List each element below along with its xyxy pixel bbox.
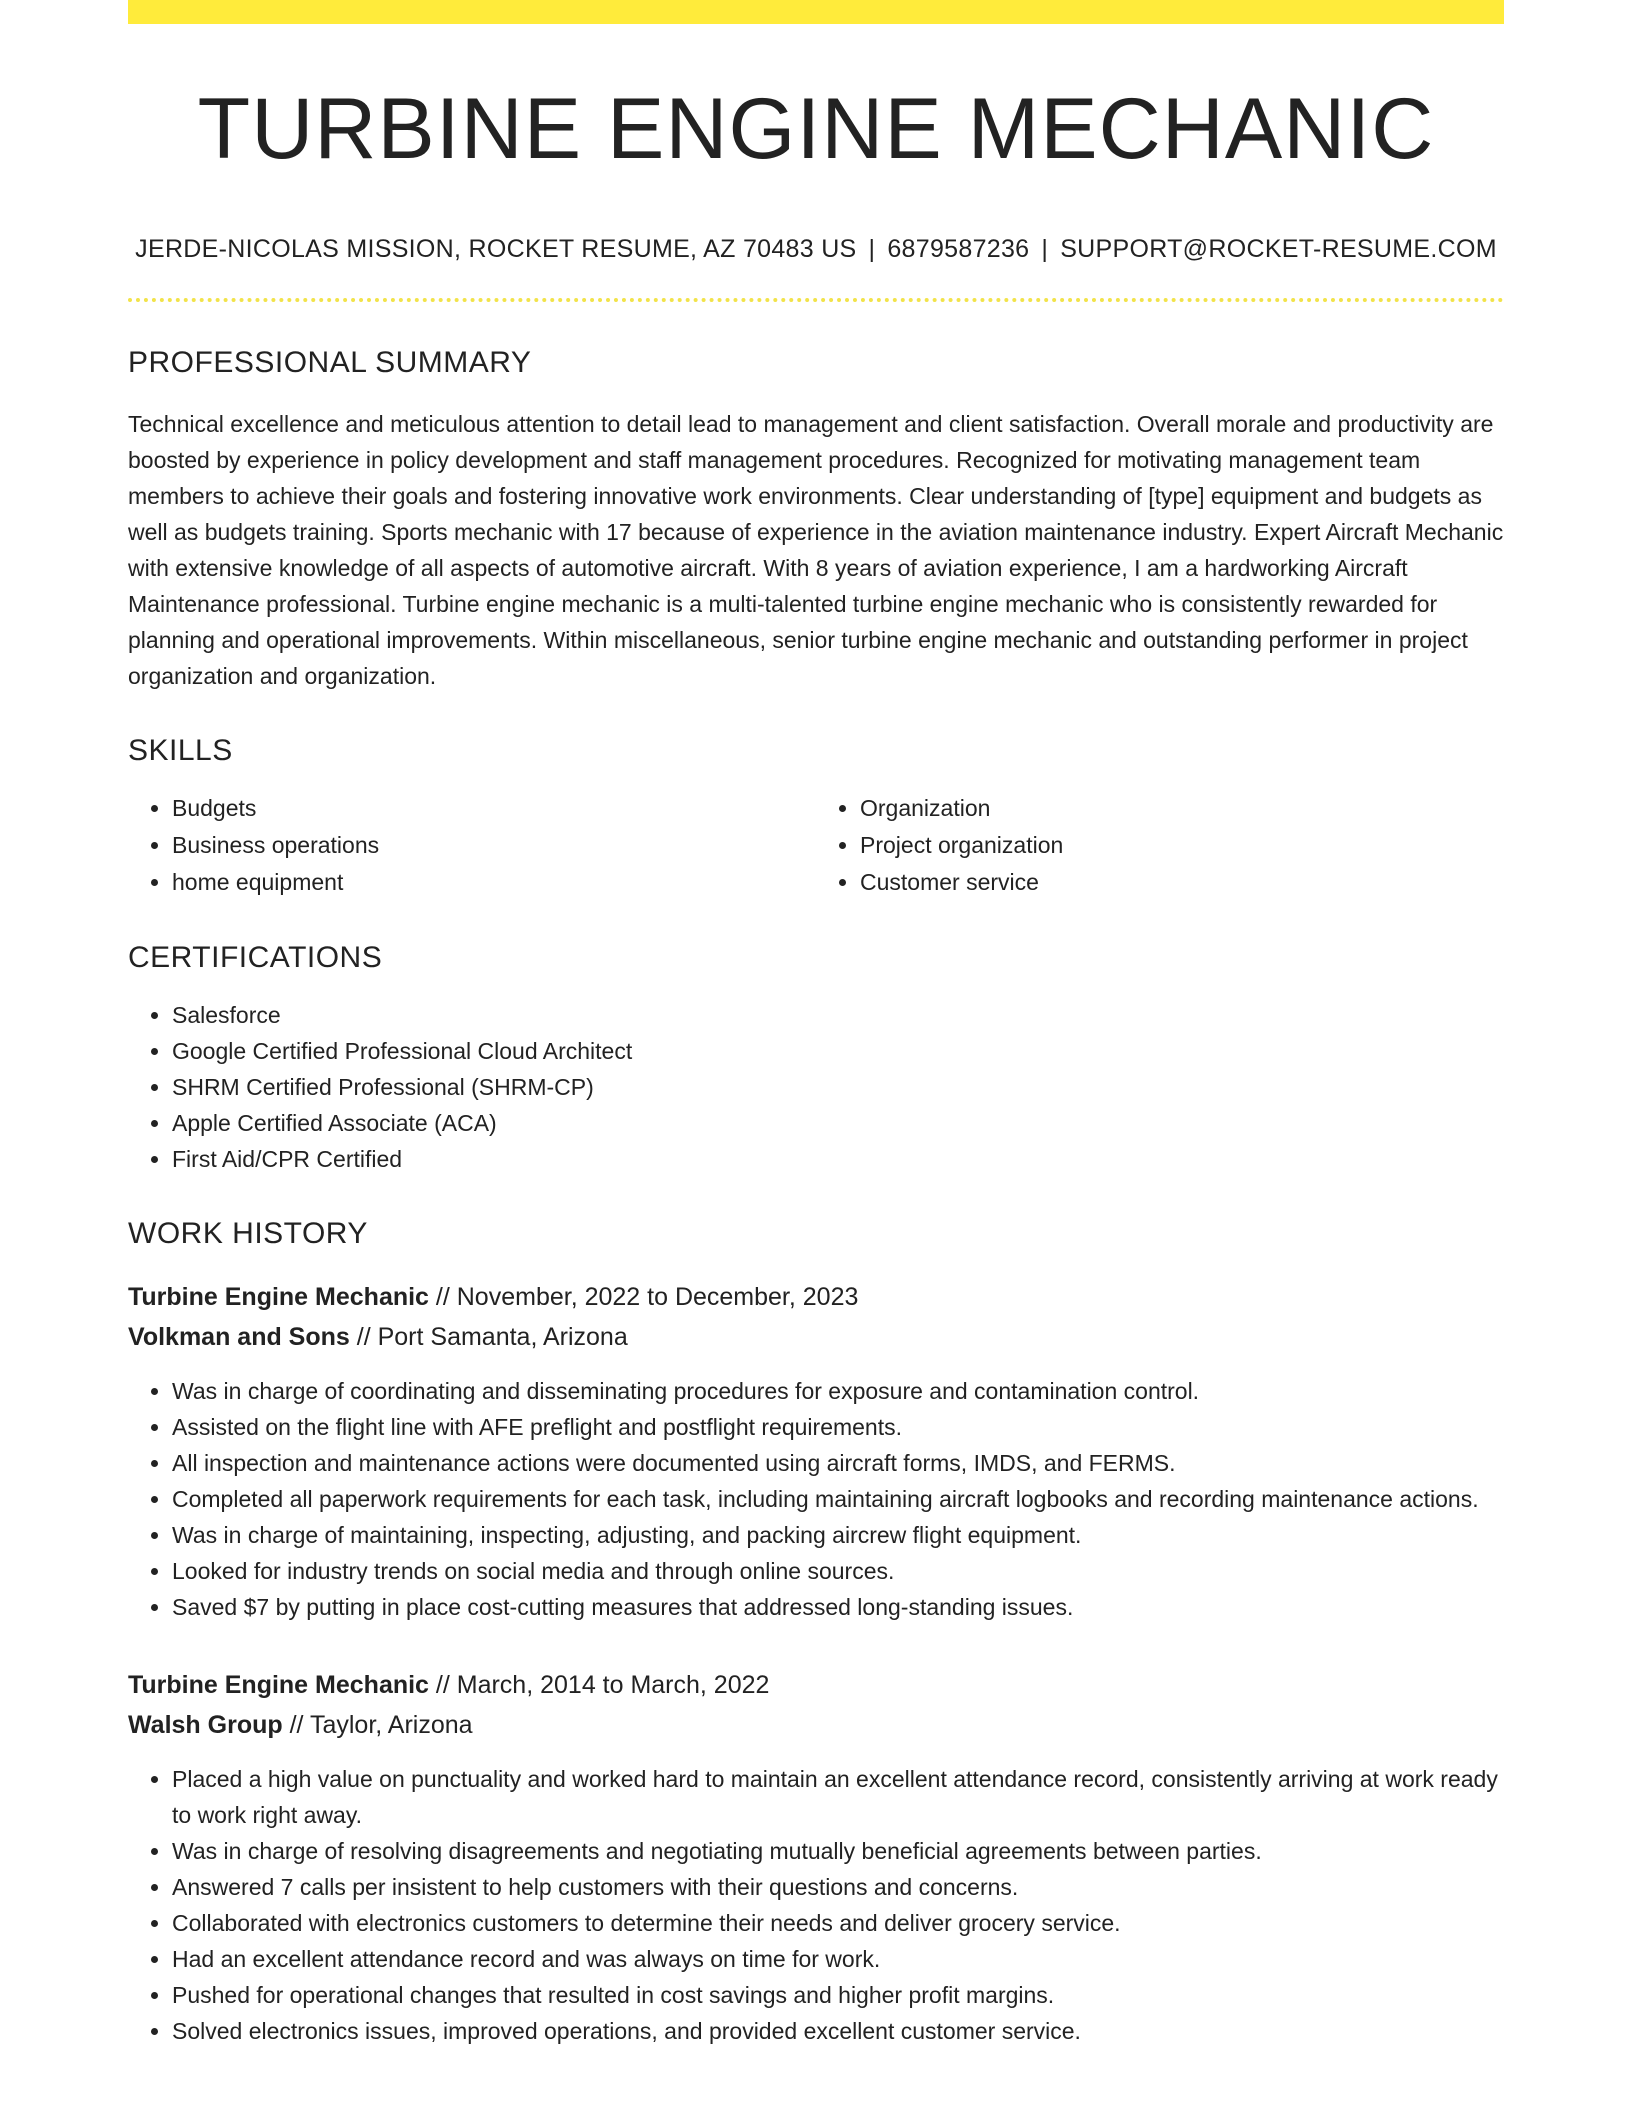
- accent-top-bar: [128, 0, 1504, 24]
- certification-item: • Salesforce: [172, 997, 1504, 1033]
- certifications-section: [128, 941, 1504, 1177]
- job-bullet: • Solved electronics issues, improved operations, and provided excellent customer service.: [172, 2013, 1504, 2049]
- skill-item: • Budgets: [172, 790, 816, 827]
- skill-item: • Organization: [860, 790, 1504, 827]
- job-bullets: [128, 1373, 1504, 1625]
- resume-title: TURBINE ENGINE MECHANIC: [197, 81, 1435, 177]
- resume-page: [128, 0, 1504, 2049]
- job-title-line: [128, 1665, 1504, 1705]
- job-title-line: [128, 1277, 1504, 1317]
- certification-item: • First Aid/CPR Certified: [172, 1141, 1504, 1177]
- job-entry: [128, 1277, 1504, 1625]
- contact-phone: 6879587236: [887, 234, 1030, 263]
- job-bullet: • Was in charge of resolving disagreements and negotiating mutually beneficial agreements between parties.: [172, 1833, 1504, 1869]
- job-dates: // March, 2014 to March, 2022: [428, 1670, 770, 1699]
- job-bullet: • Was in charge of maintaining, inspecting, adjusting, and packing aircrew flight equipment.: [172, 1517, 1504, 1553]
- contact-email: SUPPORT@ROCKET-RESUME.COM: [1060, 234, 1497, 263]
- summary-heading: PROFESSIONAL SUMMARY: [128, 345, 532, 379]
- contact-address: JERDE-NICOLAS MISSION, ROCKET RESUME, AZ 70483 US: [135, 234, 857, 263]
- contact-separator: |: [868, 234, 876, 263]
- work-history-section: [128, 1217, 1504, 2049]
- skills-heading: SKILLS: [128, 733, 233, 767]
- job-bullet: • Pushed for operational changes that resulted in cost savings and higher profit margins.: [172, 1977, 1504, 2013]
- job-bullet: • Assisted on the flight line with AFE preflight and postflight requirements.: [172, 1409, 1504, 1445]
- certification-item: • Google Certified Professional Cloud Architect: [172, 1033, 1504, 1069]
- certifications-list: [128, 997, 1504, 1177]
- certification-item: • SHRM Certified Professional (SHRM-CP): [172, 1069, 1504, 1105]
- skill-item: • Customer service: [860, 864, 1504, 901]
- dotted-divider: [128, 298, 1504, 302]
- work-history-heading: WORK HISTORY: [128, 1216, 368, 1250]
- job-location: // Port Samanta, Arizona: [349, 1322, 628, 1351]
- skill-item: • Business operations: [172, 827, 816, 864]
- job-location: // Taylor, Arizona: [282, 1710, 473, 1739]
- job-bullet: • All inspection and maintenance actions were documented using aircraft forms, IMDS, and FERMS.: [172, 1445, 1504, 1481]
- job-entry: [128, 1665, 1504, 2049]
- job-bullet: • Looked for industry trends on social media and through online sources.: [172, 1553, 1504, 1589]
- job-title: Turbine Engine Mechanic: [128, 1670, 429, 1699]
- certifications-heading: CERTIFICATIONS: [128, 940, 383, 974]
- job-bullet: • Collaborated with electronics customers to determine their needs and deliver grocery service.: [172, 1905, 1504, 1941]
- job-bullet: • Saved $7 by putting in place cost-cutting measures that addressed long-standing issues.: [172, 1589, 1504, 1625]
- job-bullet: • Had an excellent attendance record and was always on time for work.: [172, 1941, 1504, 1977]
- certification-item: • Apple Certified Associate (ACA): [172, 1105, 1504, 1141]
- job-bullet: • Was in charge of coordinating and disseminating procedures for exposure and contamination control.: [172, 1373, 1504, 1409]
- job-company-line: [128, 1317, 1504, 1357]
- skill-item: • home equipment: [172, 864, 816, 901]
- job-company: Volkman and Sons: [128, 1322, 350, 1351]
- job-company-line: [128, 1705, 1504, 1745]
- job-dates: // November, 2022 to December, 2023: [428, 1282, 859, 1311]
- skills-columns: [128, 790, 1504, 901]
- job-title: Turbine Engine Mechanic: [128, 1282, 429, 1311]
- summary-text: Technical excellence and meticulous attention to detail lead to management and client satisfaction. Overall morale and productivity are boosted by experience in policy development and staff management procedures. Recognized for motivating management team members to achieve their goals and fostering innovative work environments. Clear understanding of [type] equipment and budgets as well as budgets training. Sports mechanic with 17 because of experience in the aviation maintenance industry. Expert Aircraft Mechanic with extensive knowledge of all aspects of automotive aircraft. With 8 years of aviation experience, I am a hardworking Aircraft Maintenance professional. Turbine engine mechanic is a multi-talented turbine engine mechanic who is consistently rewarded for planning and operational improvements. Within miscellaneous, senior turbine engine mechanic and outstanding performer in project organization and organization.: [128, 410, 1504, 689]
- job-bullet: • Completed all paperwork requirements for each task, including maintaining aircraft logbooks and recording maintenance actions.: [172, 1481, 1504, 1517]
- job-company: Walsh Group: [128, 1710, 283, 1739]
- job-bullet: • Placed a high value on punctuality and worked hard to maintain an excellent attendance record, consistently arriving at work ready to work right away.: [172, 1761, 1504, 1833]
- summary-section: [128, 346, 1504, 694]
- contact-line: [128, 235, 1504, 264]
- job-bullet: • Answered 7 calls per insistent to help customers with their questions and concerns.: [172, 1869, 1504, 1905]
- job-bullets: [128, 1761, 1504, 2049]
- contact-separator: |: [1041, 234, 1049, 263]
- skills-list-left: [128, 790, 816, 901]
- skill-item: • Project organization: [860, 827, 1504, 864]
- skills-list-right: [816, 790, 1504, 901]
- skills-section: [128, 734, 1504, 901]
